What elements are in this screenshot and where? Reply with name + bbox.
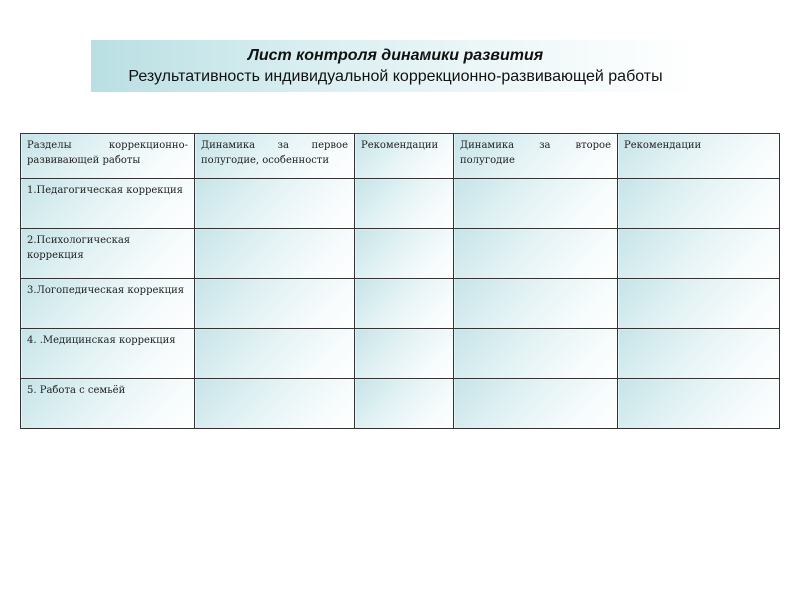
table-cell (618, 279, 780, 329)
table-row (21, 379, 780, 429)
table-cell (195, 229, 355, 279)
page-title: Лист контроля динамики развития (247, 47, 544, 64)
table-header-row (21, 134, 780, 179)
table-cell (454, 379, 618, 429)
header-dynamics-first-half: Динамика за первое полугодие, особенности (195, 134, 355, 179)
table-row (21, 329, 780, 379)
row-section-label: 2.Психологическая коррекция (21, 229, 195, 279)
table-cell (195, 179, 355, 229)
table-cell (454, 279, 618, 329)
table-row (21, 279, 780, 329)
table-cell (355, 229, 454, 279)
row-section-label: 4. .Медицинская коррекция (21, 329, 195, 379)
title-banner (91, 40, 700, 92)
table-cell (454, 229, 618, 279)
table-cell (195, 379, 355, 429)
page-subtitle: Результативность индивидуальной коррекционно-развивающей работы (128, 68, 663, 85)
table-cell (355, 179, 454, 229)
table-cell (355, 279, 454, 329)
table-row (21, 229, 780, 279)
control-table (20, 133, 780, 429)
table-cell (618, 379, 780, 429)
table-cell (195, 279, 355, 329)
table-cell (355, 379, 454, 429)
table-cell (618, 329, 780, 379)
table-cell (454, 329, 618, 379)
table-cell (454, 179, 618, 229)
header-sections: Разделы коррекционно-развивающей работы (21, 134, 195, 179)
table-row (21, 179, 780, 229)
header-recommendations-2: Рекомендации (618, 134, 780, 179)
header-recommendations-1: Рекомендации (355, 134, 454, 179)
row-section-label: 1.Педагогическая коррекция (21, 179, 195, 229)
table-cell (618, 229, 780, 279)
header-dynamics-second-half: Динамика за второе полугодие (454, 134, 618, 179)
row-section-label: 5. Работа с семьёй (21, 379, 195, 429)
table-cell (618, 179, 780, 229)
table-cell (355, 329, 454, 379)
row-section-label: 3.Логопедическая коррекция (21, 279, 195, 329)
table-cell (195, 329, 355, 379)
